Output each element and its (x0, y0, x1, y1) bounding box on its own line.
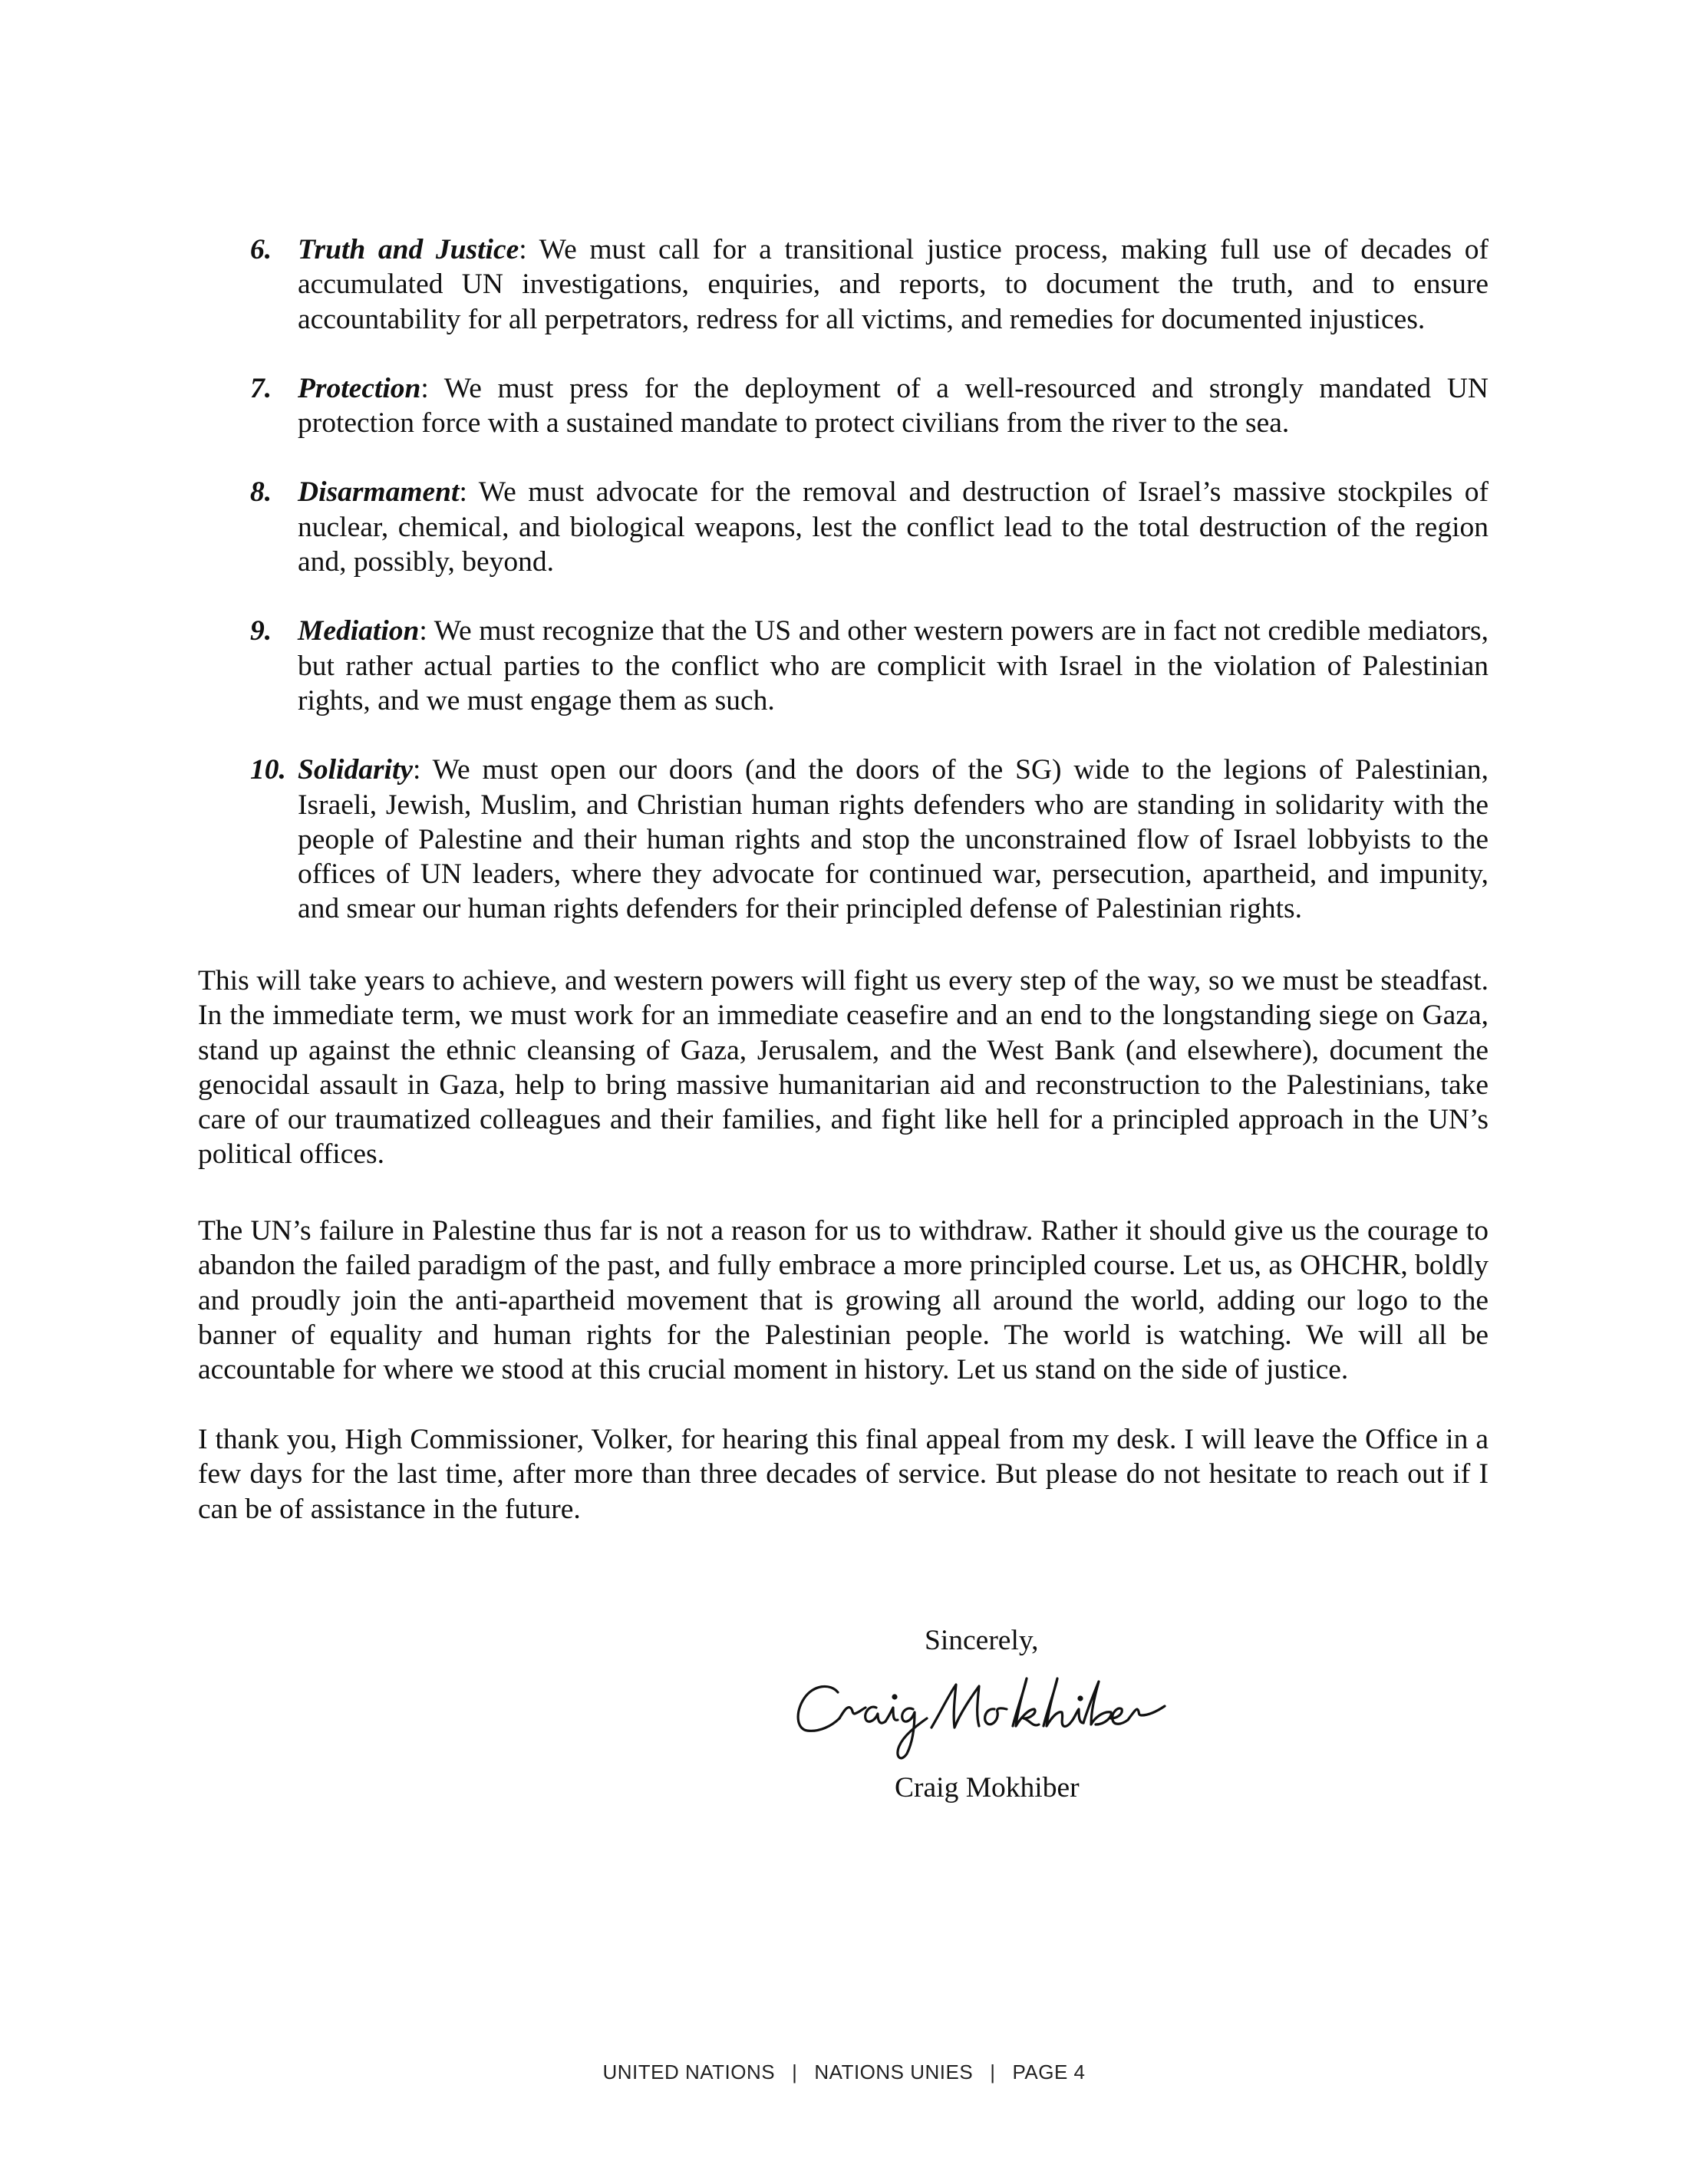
list-item-disarmament (250, 475, 1489, 579)
list-number: 8. (250, 476, 272, 509)
list-term: Protection (298, 372, 421, 404)
page-footer (0, 2060, 1688, 2084)
footer-page-number: PAGE 4 (1012, 2060, 1086, 2084)
footer-org-fr: NATIONS UNIES (814, 2060, 974, 2084)
list-number: 6. (250, 234, 272, 265)
list-item-mediation (250, 614, 1489, 718)
list-text: : We must press for the deployment of a well-resourced and strongly mandated UN protection force with a sustained mandate to protect civilians from the river to the sea. (298, 372, 1489, 440)
list-term: Truth and Justice (298, 234, 519, 265)
list-text: : We must advocate for the removal and destruction of Israel’s massive stockpiles of nuclear, chemical, and biological weapons, lest the conflict lead to the total destruction of the region and, possibly, beyond. (298, 476, 1489, 578)
footer-separator: | (792, 2060, 798, 2084)
list-term: Mediation (298, 615, 420, 647)
paragraph-thanks: I thank you, High Commissioner, Volker, for hearing this final appeal from my desk. I will leave the Office in a few days for the last time, after more than three decades of service. But please do not hesitate to reach out if I can be of assistance in the future. (198, 1424, 1489, 1525)
list-item-truth-and-justice (250, 232, 1489, 337)
list-text: : We must recognize that the US and other western powers are in fact not credible mediators, but rather actual parties to the conflict who are complicit with Israel in the violation of Palestinian rights, and we must engage them as such. (298, 615, 1489, 716)
list-item-protection (250, 371, 1489, 441)
footer-org-en: UNITED NATIONS (602, 2060, 776, 2084)
signature-icon (790, 1665, 1220, 1764)
paragraph-steadfast: This will take years to achieve, and western powers will fight us every step of the way, so we must be steadfast. In the immediate term, we must work for an immediate ceasefire and an end to the longstanding siege on Gaza, stand up against the ethnic cleansing of Gaza, Jerusalem, and the West Bank (and elsewhere), document the genocidal assault in Gaza, help to bring massive humanitarian aid and reconstruction to the Palestinians, take care of our traumatized colleagues and their families, and fight like hell for a principled approach in the UN’s political offices. (198, 965, 1489, 1171)
paragraph-un-failure: The UN’s failure in Palestine thus far is not a reason for us to withdraw. Rather it should give us the courage to abandon the failed paradigm of the past, and fully embrace a more principled course. Let us, as OHCHR, boldly and proudly join the anti-apartheid movement that is growing all around the world, adding our logo to the banner of equality and human rights for the Palestinian people. The world is watching. We will all be accountable for where we stood at this crucial moment in history. Let us stand on the side of justice. (198, 1215, 1489, 1386)
signer-name: Craig Mokhiber (895, 1772, 1080, 1804)
closing-salutation: Sincerely, (925, 1625, 1039, 1656)
list-number: 9. (250, 615, 272, 647)
footer-separator: | (990, 2060, 996, 2084)
list-term: Disarmament (298, 476, 460, 509)
list-text: : We must call for a transitional justice process, making full use of decades of accumulated UN investigations, enquiries, and reports, to document the truth, and to ensure accountability for all perpetrators, redress for all victims, and remedies for documented injustices. (298, 234, 1489, 335)
list-text: : We must open our doors (and the doors of the SG) wide to the legions of Palestinian, Israeli, Jewish, Muslim, and Christian human rights defenders who are standing in solidarity with the people of Palestine and their human rights and stop the unconstrained flow of Israel lobbyists to the offices of UN leaders, where they advocate for continued war, persecution, apartheid, and impunity, and smear our human rights defenders for their principled defense of Palestinian rights. (298, 754, 1489, 925)
list-number: 7. (250, 372, 272, 404)
list-number: 10. (250, 754, 286, 786)
list-term: Solidarity (298, 754, 414, 786)
list-item-solidarity (250, 753, 1489, 926)
numbered-list (250, 232, 1489, 961)
